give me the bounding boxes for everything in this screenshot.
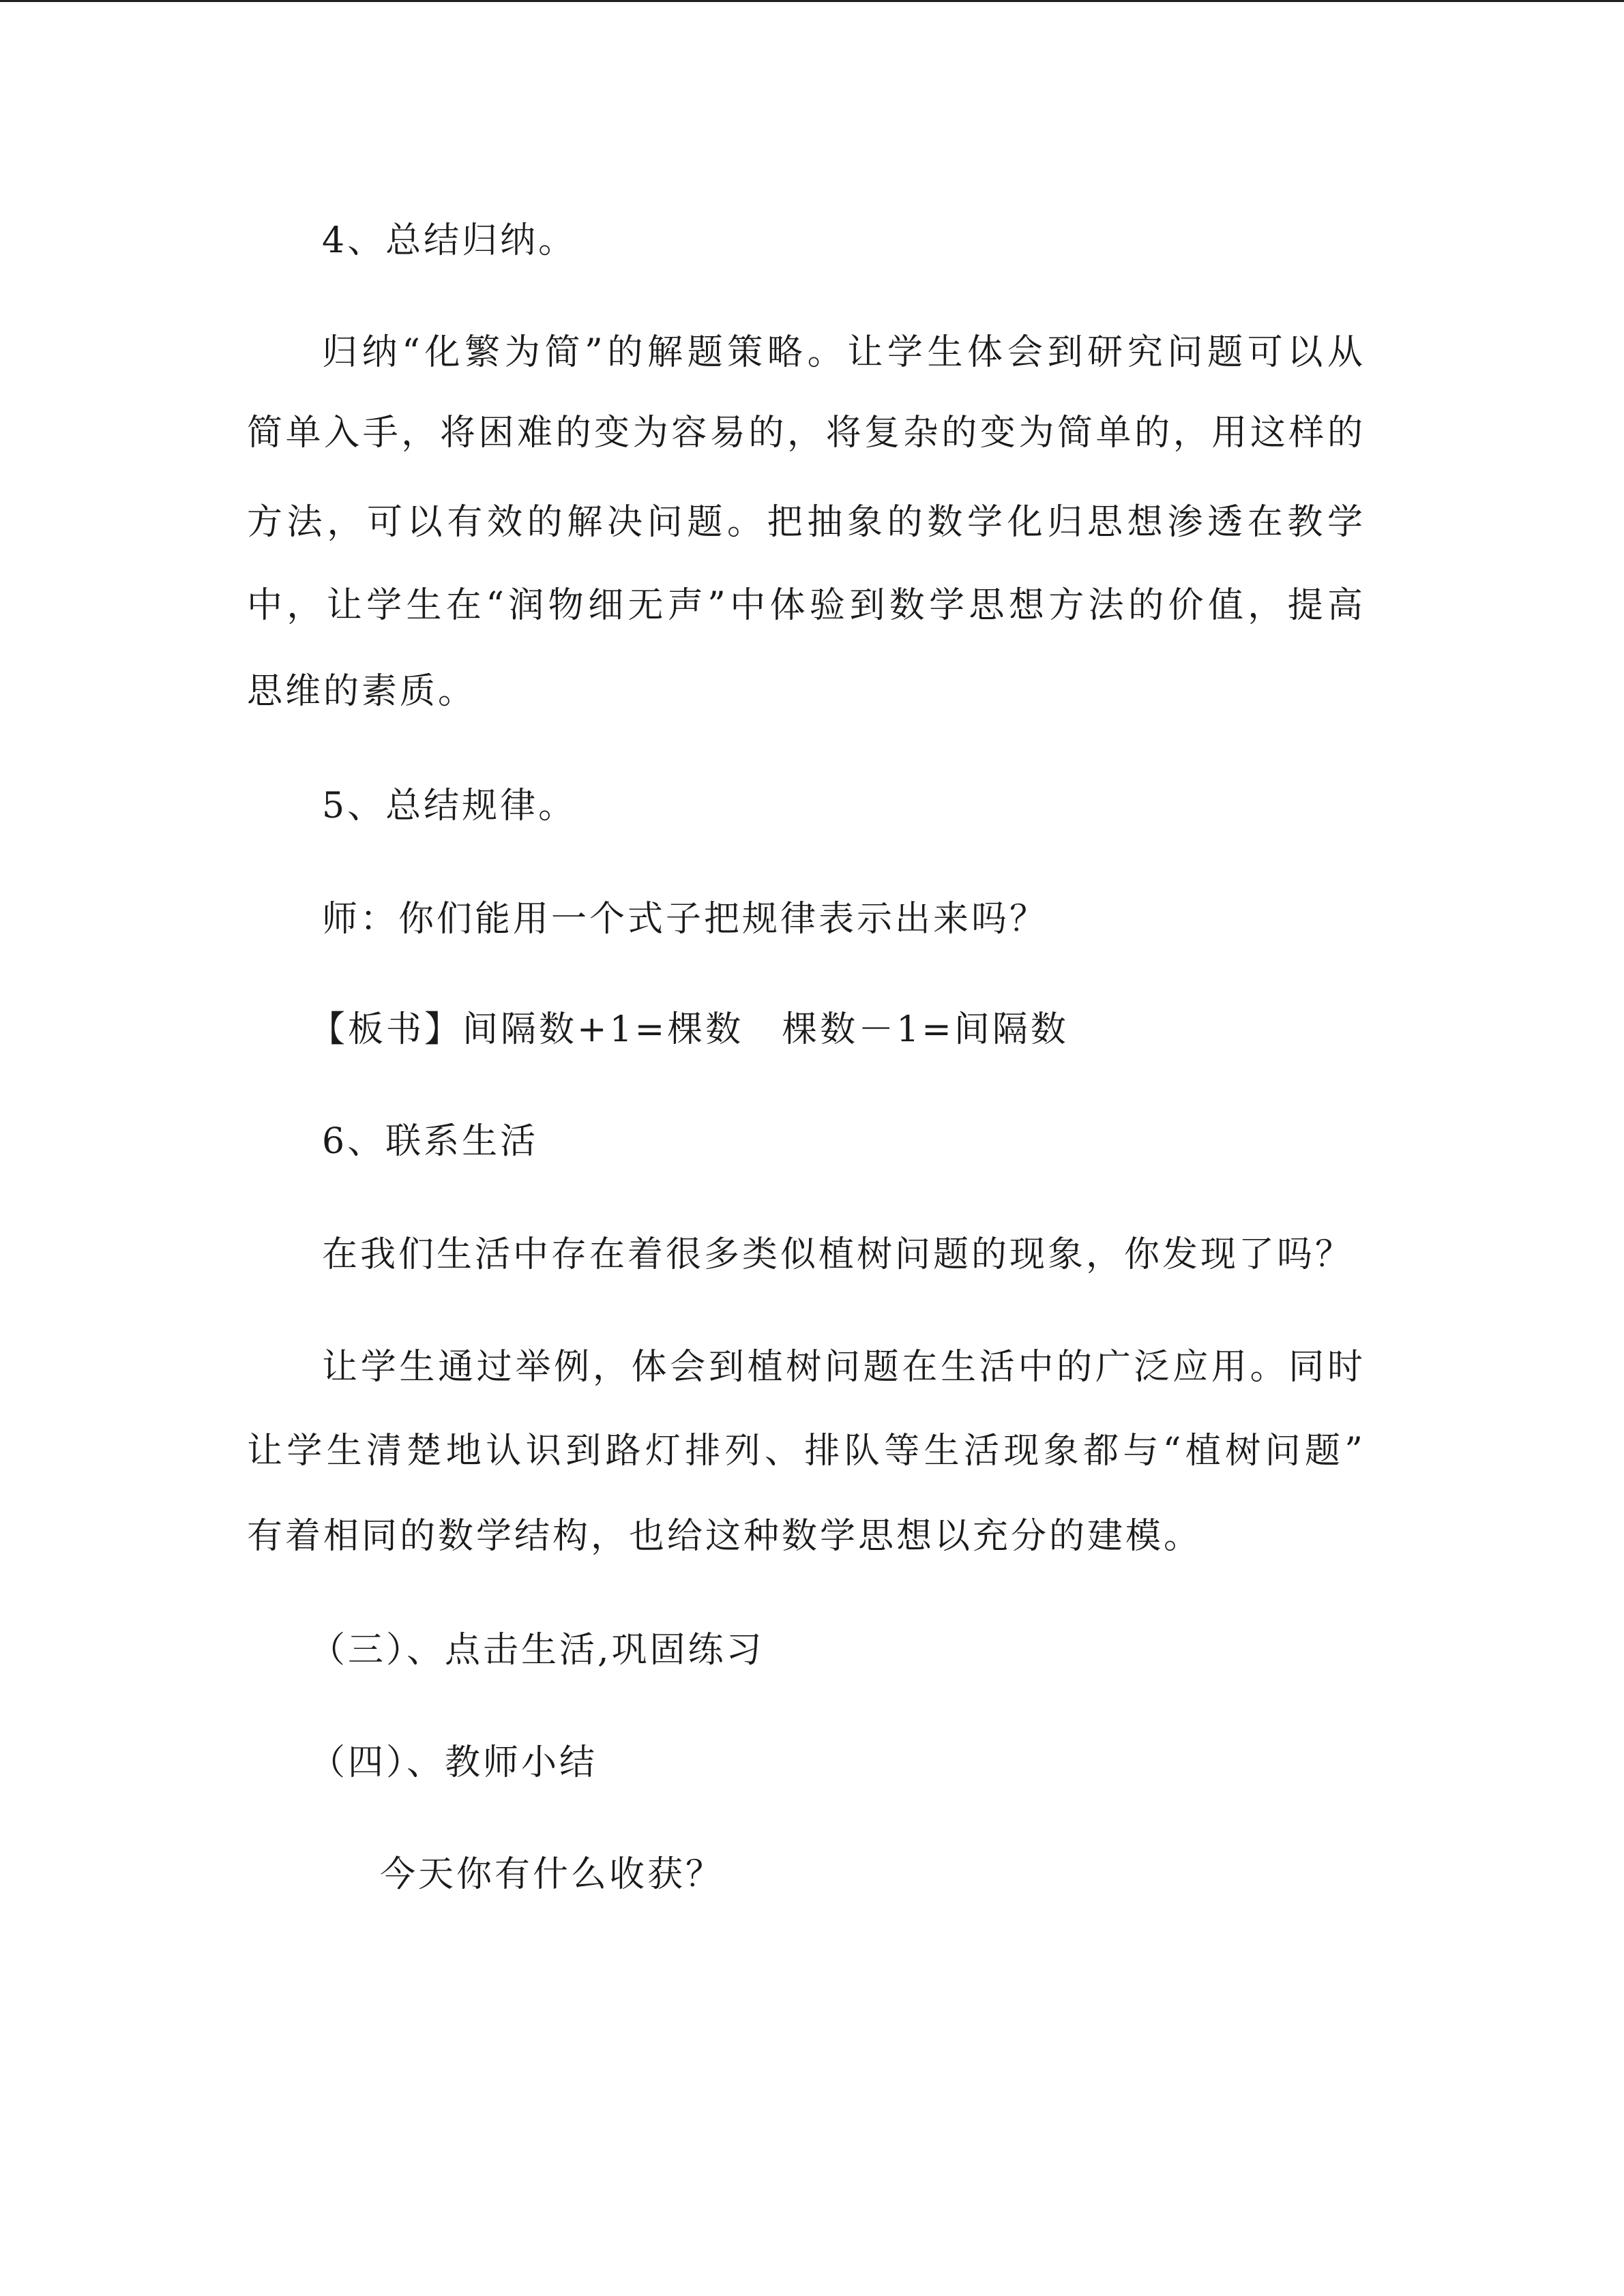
paragraph-line: 在我们生活中存在着很多类似植树问题的现象，你发现了吗？ xyxy=(322,1234,1354,1275)
heading-summary-induction: 4、总结归纳。 xyxy=(322,220,577,261)
heading-connect-life: 6、联系生活 xyxy=(322,1121,539,1162)
paragraph-line: 方法，可以有效的解决问题。把抽象的数学化归思想渗透在教学 xyxy=(247,502,1365,543)
heading-summary-rule: 5、总结规律。 xyxy=(322,786,577,826)
paragraph-line: 简单入手，将困难的变为容易的，将复杂的变为简单的，用这样的 xyxy=(247,413,1365,453)
page-top-border xyxy=(0,0,1624,2)
paragraph-line: 让学生通过举例，体会到植树问题在生活中的广泛应用。同时 xyxy=(322,1347,1365,1388)
paragraph-line: 思维的素质。 xyxy=(247,671,477,712)
paragraph-line: 归纳“化繁为简”的解题策略。让学生体会到研究问题可以从 xyxy=(322,332,1365,373)
teacher-question: 师：你们能用一个式子把规律表示出来吗？ xyxy=(322,899,1048,940)
paragraph-line: 中，让学生在“润物细无声”中体验到数学思想方法的价值，提高 xyxy=(247,585,1365,626)
paragraph-line: 让学生清楚地认识到路灯排列、排队等生活现象都与“植树问题” xyxy=(247,1431,1365,1472)
paragraph-line: 有着相同的数学结构，也给这种数学思想以充分的建模。 xyxy=(247,1516,1202,1557)
heading-section-three: （三）、点击生活,巩固练习 xyxy=(310,1630,765,1671)
heading-section-four: （四）、教师小结 xyxy=(310,1742,598,1783)
blackboard-formula: 【板书】间隔数+1=棵数 棵数－1=间隔数 xyxy=(310,1009,1069,1050)
closing-question: 今天你有什么收获？ xyxy=(380,1854,724,1895)
